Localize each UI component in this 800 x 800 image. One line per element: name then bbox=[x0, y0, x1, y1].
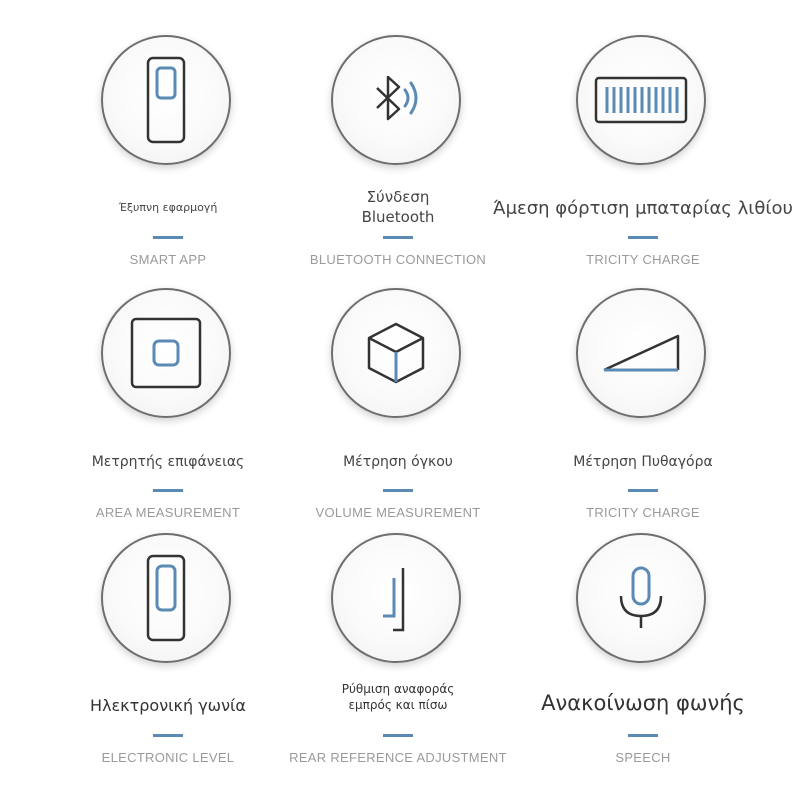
feature-divider bbox=[383, 236, 413, 239]
feature-greek-label: Ρύθμιση αναφοράς εμπρός και πίσω bbox=[341, 682, 455, 712]
feature-english-label: TRICITY CHARGE bbox=[586, 505, 700, 520]
phone-icon bbox=[136, 50, 196, 150]
level-icon bbox=[136, 548, 196, 648]
feature-greek-label: Άμεση φόρτιση μπαταρίας λιθίου bbox=[493, 198, 793, 219]
feature-greek-label: Σύνδεση Bluetooth bbox=[361, 188, 435, 226]
feature-english-label: SMART APP bbox=[129, 252, 207, 267]
feature-english-label: VOLUME MEASUREMENT bbox=[315, 505, 481, 520]
feature-divider bbox=[628, 734, 658, 737]
feature-greek-label: Ανακοίνωση φωνής bbox=[541, 691, 745, 715]
feature-divider bbox=[383, 734, 413, 737]
feature-english-label: REAR REFERENCE ADJUSTMENT bbox=[289, 750, 507, 765]
microphone-icon bbox=[611, 558, 671, 638]
feature-greek-label: Έξυπνη εφαρμογή bbox=[118, 201, 218, 214]
feature-divider bbox=[153, 489, 183, 492]
feature-circle bbox=[331, 288, 461, 418]
feature-divider bbox=[628, 489, 658, 492]
feature-english-label: TRICITY CHARGE bbox=[586, 252, 700, 267]
feature-circle bbox=[101, 533, 231, 663]
feature-circle bbox=[101, 288, 231, 418]
bluetooth-icon bbox=[361, 65, 431, 135]
feature-divider bbox=[153, 734, 183, 737]
feature-circle bbox=[331, 533, 461, 663]
feature-divider bbox=[628, 236, 658, 239]
feature-circle bbox=[331, 35, 461, 165]
feature-circle bbox=[576, 35, 706, 165]
feature-english-label: AREA MEASUREMENT bbox=[95, 505, 241, 520]
feature-circle bbox=[576, 533, 706, 663]
feature-greek-label: Ηλεκτρονική γωνία bbox=[90, 696, 246, 715]
reference-icon bbox=[361, 558, 431, 638]
feature-circle bbox=[576, 288, 706, 418]
feature-english-label: SPEECH bbox=[615, 750, 671, 765]
feature-english-label: ELECTRONIC LEVEL bbox=[101, 750, 235, 765]
battery-icon bbox=[593, 75, 689, 125]
feature-circle bbox=[101, 35, 231, 165]
area-square-icon bbox=[126, 313, 206, 393]
feature-greek-label: Μέτρηση Πυθαγόρα bbox=[573, 454, 713, 470]
triangle-icon bbox=[596, 328, 686, 378]
feature-greek-label: Μέτρηση όγκου bbox=[343, 454, 453, 470]
cube-icon bbox=[361, 318, 431, 388]
feature-greek-label: Μετρητής επιφάνειας bbox=[91, 454, 245, 470]
feature-english-label: BLUETOOTH CONNECTION bbox=[309, 252, 487, 267]
feature-divider bbox=[383, 489, 413, 492]
feature-divider bbox=[153, 236, 183, 239]
